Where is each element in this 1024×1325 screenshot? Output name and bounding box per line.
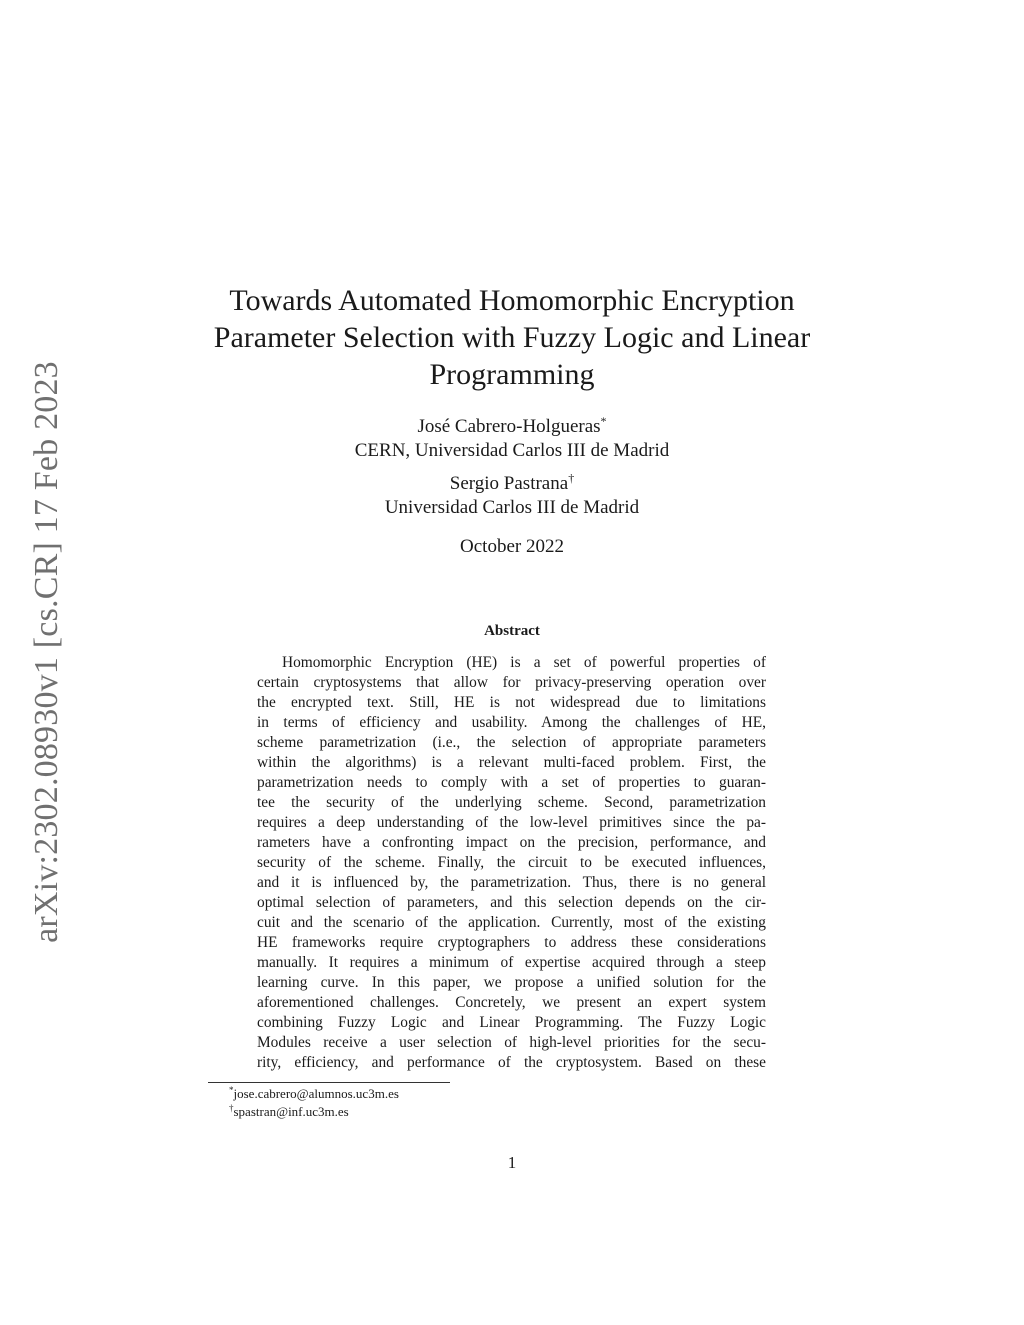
author-name-text: José Cabrero-Holgueras	[417, 416, 601, 437]
abstract-line: the encrypted text. Still, HE is not widespread due to limitations	[257, 694, 766, 711]
publication-date: October 2022	[460, 536, 564, 557]
title-line: Parameter Selection with Fuzzy Logic and Linear	[213, 321, 811, 354]
footnote-item	[229, 1085, 399, 1103]
abstract-line: within the algorithms) is a relevant multi-faced problem. First, the	[257, 754, 766, 771]
footnote-item	[229, 1103, 399, 1121]
footnotes	[229, 1085, 399, 1121]
author-affiliation: Universidad Carlos III de Madrid	[384, 497, 640, 518]
footnote-email[interactable]: spastran@inf.uc3m.es	[233, 1104, 349, 1119]
abstract-line: learning curve. In this paper, we propose a unified solution for the	[257, 974, 766, 991]
abstract-line: requires a deep understanding of the low-level primitives since the pa-	[257, 814, 766, 831]
footnote-mark: †	[229, 1103, 234, 1113]
footnote-divider	[208, 1082, 450, 1083]
abstract-line: security of the scheme. Finally, the circuit to be executed influences,	[257, 854, 766, 871]
page-number: 1	[507, 1153, 517, 1172]
footnote-mark: *	[229, 1085, 234, 1095]
author-block-2	[0, 472, 1024, 520]
author-footnote-mark: †	[568, 471, 575, 485]
author-name-text: Sergio Pastrana	[449, 473, 569, 494]
abstract-line: rameters have a confronting impact on the precision, performance, and	[257, 834, 766, 851]
author-affiliation: CERN, Universidad Carlos III de Madrid	[354, 440, 670, 461]
abstract-line: certain cryptosystems that allow for privacy-preserving operation over	[257, 674, 766, 691]
abstract-line: HE frameworks require cryptographers to address these considerations	[257, 934, 766, 951]
abstract-line: Modules receive a user selection of high-level priorities for the secu-	[257, 1034, 766, 1051]
abstract-line: manually. It requires a minimum of expertise acquired through a steep	[257, 954, 766, 971]
abstract-line: scheme parametrization (i.e., the selection of appropriate parameters	[257, 734, 766, 751]
abstract-line: parametrization needs to comply with a set of properties to guaran-	[257, 774, 766, 791]
abstract-line: optimal selection of parameters, and this selection depends on the cir-	[257, 894, 766, 911]
abstract-line: combining Fuzzy Logic and Linear Programming. The Fuzzy Logic	[257, 1014, 766, 1031]
abstract-line: cuit and the scenario of the application. Currently, most of the existing	[257, 914, 766, 931]
paper-title	[0, 282, 1024, 393]
abstract-body	[257, 653, 766, 1073]
abstract-line: rity, efficiency, and performance of the cryptosystem. Based on these	[257, 1054, 766, 1071]
author-block-1	[0, 415, 1024, 463]
abstract-heading: Abstract	[484, 623, 540, 639]
title-line: Programming	[429, 358, 595, 391]
author-name	[0, 415, 1024, 439]
abstract-line: in terms of efficiency and usability. Among the challenges of HE,	[257, 714, 766, 731]
title-line: Towards Automated Homomorphic Encryption	[229, 284, 795, 317]
footnote-email[interactable]: jose.cabrero@alumnos.uc3m.es	[233, 1086, 399, 1101]
abstract-line: aforementioned challenges. Concretely, we present an expert system	[257, 994, 766, 1011]
abstract-line: Homomorphic Encryption (HE) is a set of powerful properties of	[282, 654, 766, 671]
author-footnote-mark: *	[600, 414, 607, 428]
arxiv-identifier-stamp: arXiv:2302.08930v1 [cs.CR] 17 Feb 2023	[28, 361, 65, 943]
author-name	[0, 472, 1024, 496]
abstract-line: tee the security of the underlying scheme. Second, parametrization	[257, 794, 766, 811]
abstract-line: and it is influenced by, the parametrization. Thus, there is no general	[257, 874, 766, 891]
